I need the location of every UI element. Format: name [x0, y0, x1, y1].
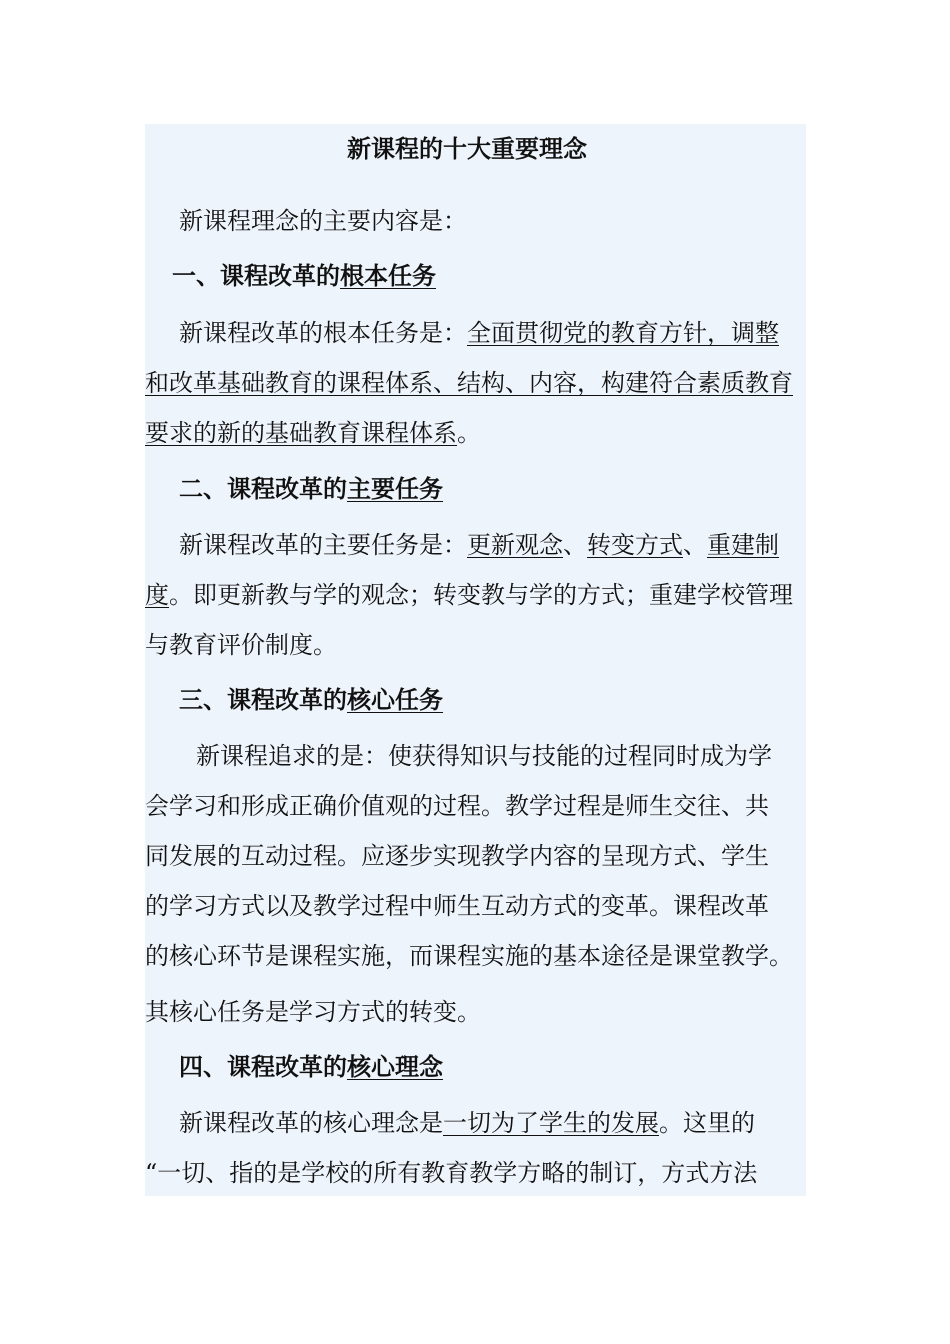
section-1-heading-prefix: 一、课程改革的 [172, 261, 340, 290]
section-1-underlined-3: 要求的新的基础教育课程体系 [145, 419, 457, 447]
section-4-heading-underlined: 核心理念 [347, 1052, 443, 1081]
section-3-line-5: 的核心环节是课程实施，而课程实施的基本途径是课堂教学。 [145, 942, 793, 970]
section-4-line-1 [179, 1106, 755, 1140]
section-1-heading [172, 259, 436, 293]
section-2-line-2 [145, 578, 793, 612]
section-1-line-2 [145, 366, 793, 400]
section-2-heading-prefix: 二、课程改革的 [179, 474, 347, 503]
section-4-line-2: “一切、指的是学校的所有教育教学方略的制订，方式方法 [145, 1159, 758, 1187]
section-2-heading [179, 472, 443, 506]
section-3-line-2: 会学习和形成正确价值观的过程。教学过程是师生交往、共 [145, 792, 769, 820]
section-3-heading [179, 683, 443, 717]
section-4-heading-prefix: 四、课程改革的 [179, 1052, 347, 1081]
section-2-underlined-b: 转变方式 [587, 531, 683, 559]
document-title: 新课程的十大重要理念 [347, 134, 587, 163]
section-2-line-1 [179, 528, 779, 562]
section-2-rest: 。即更新教与学的观念；转变教与学的方式；重建学校管理 [169, 581, 793, 609]
section-2-line-3: 与教育评价制度。 [145, 631, 337, 659]
section-1-lead: 新课程改革的根本任务是： [179, 319, 467, 347]
section-1-underlined-2: 和改革基础教育的课程体系、结构、内容，构建符合素质教育 [145, 369, 793, 397]
section-3-line-4: 的学习方式以及教学过程中师生互动方式的变革。课程改革 [145, 892, 769, 920]
section-2-lead: 新课程改革的主要任务是： [179, 531, 467, 559]
section-2-underlined-c2: 度 [145, 581, 169, 609]
section-2-sep-a: 、 [563, 531, 587, 559]
section-3-heading-prefix: 三、课程改革的 [179, 685, 347, 714]
section-1-line-3 [145, 416, 481, 450]
section-4-rest: 。这里的 [659, 1109, 755, 1137]
section-1-heading-underlined: 根本任务 [340, 261, 436, 290]
intro-paragraph: 新课程理念的主要内容是： [179, 207, 467, 235]
section-4-underlined: 一切为了学生的发展 [443, 1109, 659, 1137]
section-3-heading-underlined: 核心任务 [347, 685, 443, 714]
section-2-sep-b: 、 [683, 531, 707, 559]
section-4-heading [179, 1050, 443, 1084]
section-3-line-3: 同发展的互动过程。应逐步实现教学内容的呈现方式、学生 [145, 842, 769, 870]
section-2-underlined-a: 更新观念 [467, 531, 563, 559]
section-1-end: 。 [457, 419, 481, 447]
section-4-lead: 新课程改革的核心理念是 [179, 1109, 443, 1137]
section-3-line-1: 新课程追求的是：使获得知识与技能的过程同时成为学 [196, 742, 772, 770]
section-1-line-1 [179, 316, 779, 350]
section-2-heading-underlined: 主要任务 [347, 474, 443, 503]
section-1-underlined-1: 全面贯彻党的教育方针，调整 [467, 319, 779, 347]
section-2-underlined-c: 重建制 [707, 531, 779, 559]
section-3-line-6: 其核心任务是学习方式的转变。 [145, 998, 481, 1026]
